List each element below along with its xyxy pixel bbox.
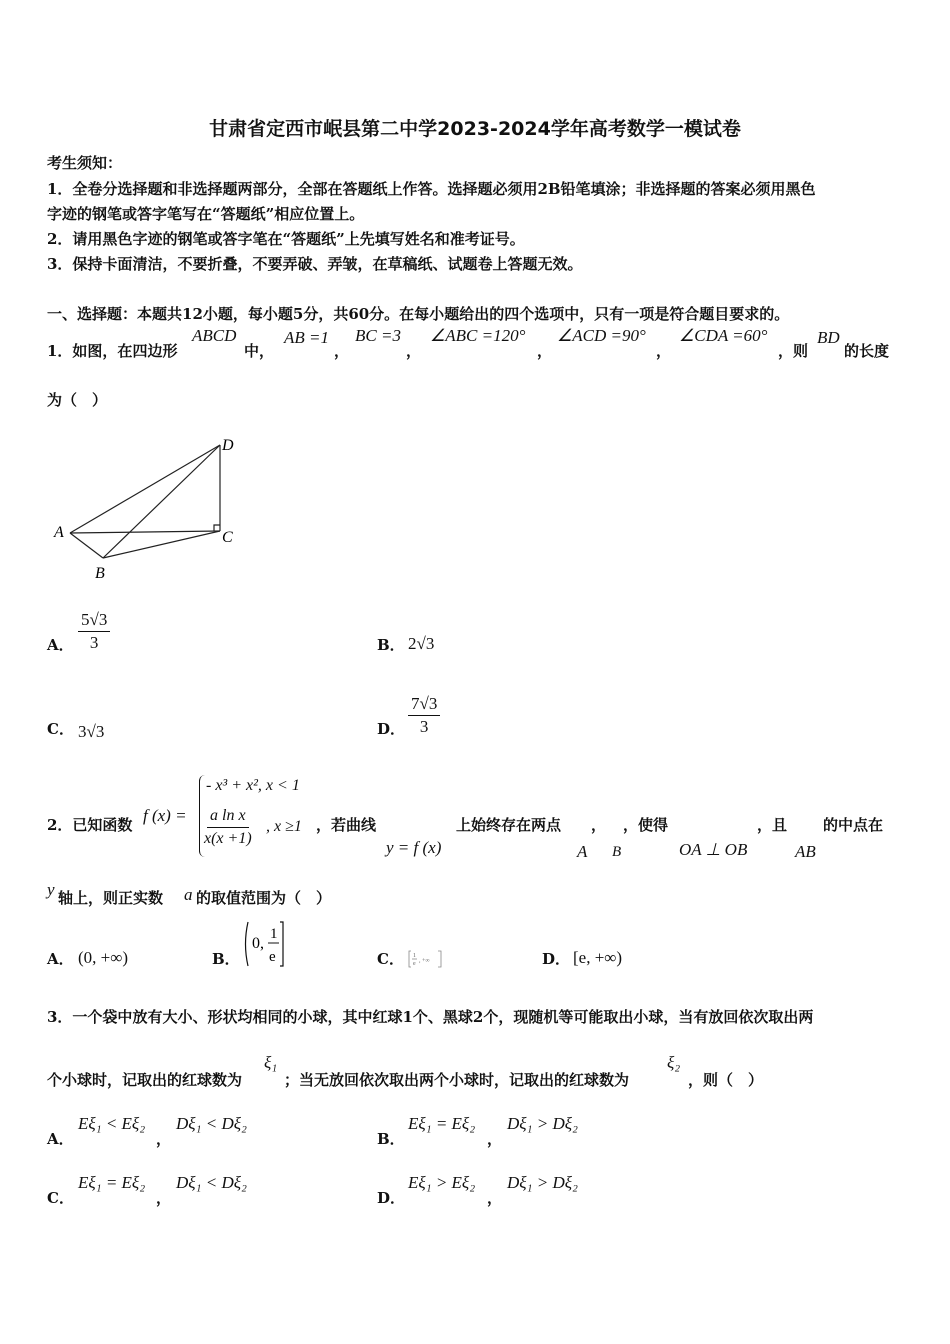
q1-comma: ， (656, 342, 672, 360)
option-c-label[interactable]: C． (47, 1189, 74, 1207)
svg-text:, +∞: , +∞ (419, 958, 430, 964)
q3-xi2: ξ₂ (667, 1053, 681, 1072)
svg-text:e: e (413, 961, 416, 967)
page-title: 甘肃省定西市岷县第二中学2023-2024学年高考数学一模试卷 (209, 118, 741, 140)
notice-item: 1．全卷分选择题和非选择题两部分，全部在答题纸上作答。选择题必须用2B铅笔填涂；非选择题的答案必须用黑色 (47, 180, 816, 198)
q2-text: 轴上，则正实数 (58, 889, 164, 907)
q2-text: 的中点在 (823, 816, 884, 834)
option-b-label[interactable]: B． (377, 1130, 405, 1148)
interval-small-c (407, 948, 445, 970)
option-b-d[interactable]: Dξ₁ > Dξ₂ (507, 1114, 578, 1133)
svg-text:1: 1 (413, 953, 416, 959)
option-b-label[interactable]: B． (212, 950, 240, 968)
q2-point-b: B (612, 844, 622, 860)
q2-text: ，使得 (623, 816, 669, 834)
option-a-label[interactable]: A． (47, 636, 74, 654)
interval-bracket-b (242, 920, 286, 968)
frac-num: a ln x (207, 806, 249, 828)
notice-item: 2．请用黑色字迹的钢笔或答字笔在“答题纸”上先填写姓名和准考证号。 (47, 230, 525, 248)
q1-quad: ABCD (192, 326, 237, 345)
q1-comma: ， (406, 342, 422, 360)
q2-text: ，若曲线 (316, 816, 377, 834)
q2-text: ，且 (757, 816, 788, 834)
svg-text:0,: 0, (252, 935, 264, 952)
q3-comma: ， (487, 1189, 503, 1207)
option-a-label[interactable]: A． (47, 1130, 74, 1148)
q2-text: 的取值范围为（ ） (196, 889, 332, 907)
frac-num: 5√3 (78, 610, 110, 632)
option-c-label[interactable]: C． (47, 720, 74, 738)
q3-comma: ， (156, 1189, 172, 1207)
q2-a: a (184, 885, 193, 904)
option-a-value[interactable]: (0, +∞) (78, 948, 129, 967)
q1-text: 为（ ） (47, 391, 108, 409)
option-c-e[interactable]: Eξ₁ = Eξ₂ (78, 1173, 146, 1192)
q3-text: ，则（ ） (688, 1071, 764, 1089)
q3-comma: ， (156, 1130, 172, 1148)
q3-xi1: ξ₁ (264, 1053, 278, 1072)
notice-item: 字迹的钢笔或答字笔写在“答题纸”相应位置上。 (47, 205, 365, 223)
q2-case2-cond: , x ≥1 (266, 818, 302, 835)
option-c-d[interactable]: Dξ₁ < Dξ₂ (176, 1173, 247, 1192)
q2-fx: f (x) = (143, 806, 187, 825)
q2-comma: ， (591, 816, 607, 834)
option-d-value[interactable]: [e, +∞) (573, 948, 623, 967)
notice-heading: 考生须知： (47, 154, 123, 172)
q3-comma: ， (487, 1130, 503, 1148)
frac-den: x(x +1) (204, 830, 252, 847)
q2-curve: y = f (x) (386, 838, 442, 857)
q1-text: 的长度 (844, 342, 890, 360)
frac-num: 7√3 (408, 694, 440, 716)
option-d-label[interactable]: D． (542, 950, 571, 968)
option-b-value[interactable] (242, 920, 286, 968)
q2-y: y (47, 880, 55, 899)
option-a-value[interactable] (78, 610, 110, 653)
option-d-e[interactable]: Eξ₁ > Eξ₂ (408, 1173, 476, 1192)
q1-cond-cda: ∠CDA =60° (679, 326, 768, 345)
q2-ab: AB (795, 842, 816, 861)
option-c-value[interactable] (407, 948, 445, 970)
q2-perp: OA ⊥ OB (679, 840, 748, 859)
q1-comma: ， (537, 342, 553, 360)
option-d-label[interactable]: D． (377, 1189, 406, 1207)
option-d-label[interactable]: D． (377, 720, 406, 738)
option-b-e[interactable]: Eξ₁ = Eξ₂ (408, 1114, 476, 1133)
q3-text: 个小球时，记取出的红球数为 (47, 1071, 243, 1089)
option-b-label[interactable]: B． (377, 636, 405, 654)
q1-cond-abc: ∠ABC =120° (430, 326, 526, 345)
q2-text: 上始终存在两点 (456, 816, 562, 834)
option-c-label[interactable]: C． (377, 950, 404, 968)
label-c: C (222, 529, 233, 546)
q1-cond-acd: ∠ACD =90° (557, 326, 646, 345)
q1-text: 1．如图，在四边形 (47, 342, 178, 360)
option-c-value[interactable]: 3√3 (78, 722, 105, 741)
q3-text: ；当无放回依次取出两个小球时，记取出的红球数为 (284, 1071, 630, 1089)
svg-text:e: e (269, 949, 276, 965)
svg-text:1: 1 (270, 926, 278, 942)
notice-item: 3．保持卡面清洁，不要折叠，不要弄破、弄皱，在草稿纸、试题卷上答题无效。 (47, 255, 583, 273)
q1-comma: ， (334, 342, 350, 360)
option-a-e[interactable]: Eξ₁ < Eξ₂ (78, 1114, 146, 1133)
option-d-value[interactable] (408, 694, 440, 737)
label-b: B (95, 565, 105, 582)
label-d: D (222, 437, 234, 454)
q2-text: 2．已知函数 (47, 816, 133, 834)
option-a-d[interactable]: Dξ₁ < Dξ₂ (176, 1114, 247, 1133)
frac-den: 3 (89, 633, 99, 652)
q1-cond-ab: AB =1 (284, 328, 329, 347)
quadrilateral-figure (40, 430, 250, 585)
q1-bd: BD (817, 328, 840, 347)
q2-case1: - x³ + x², x < 1 (206, 777, 300, 794)
q2-case2-frac (204, 806, 252, 849)
q1-cond-bc: BC =3 (355, 326, 401, 345)
q2-point-a: A (577, 842, 588, 861)
label-a: A (54, 524, 64, 541)
frac-den: 3 (419, 717, 429, 736)
option-b-value[interactable]: 2√3 (408, 634, 435, 653)
option-a-label[interactable]: A． (47, 950, 74, 968)
q1-text: 中， (244, 342, 275, 360)
section-heading: 一、选择题：本题共12小题，每小题5分，共60分。在每小题给出的四个选项中，只有一项是符合题目要求的。 (47, 305, 790, 323)
q1-text: ，则 (778, 342, 809, 360)
option-d-d[interactable]: Dξ₁ > Dξ₂ (507, 1173, 578, 1192)
q3-text: 3．一个袋中放有大小、形状均相同的小球，其中红球1个、黑球2个，现随机等可能取出小球，当有放回依次取出两 (47, 1008, 814, 1026)
